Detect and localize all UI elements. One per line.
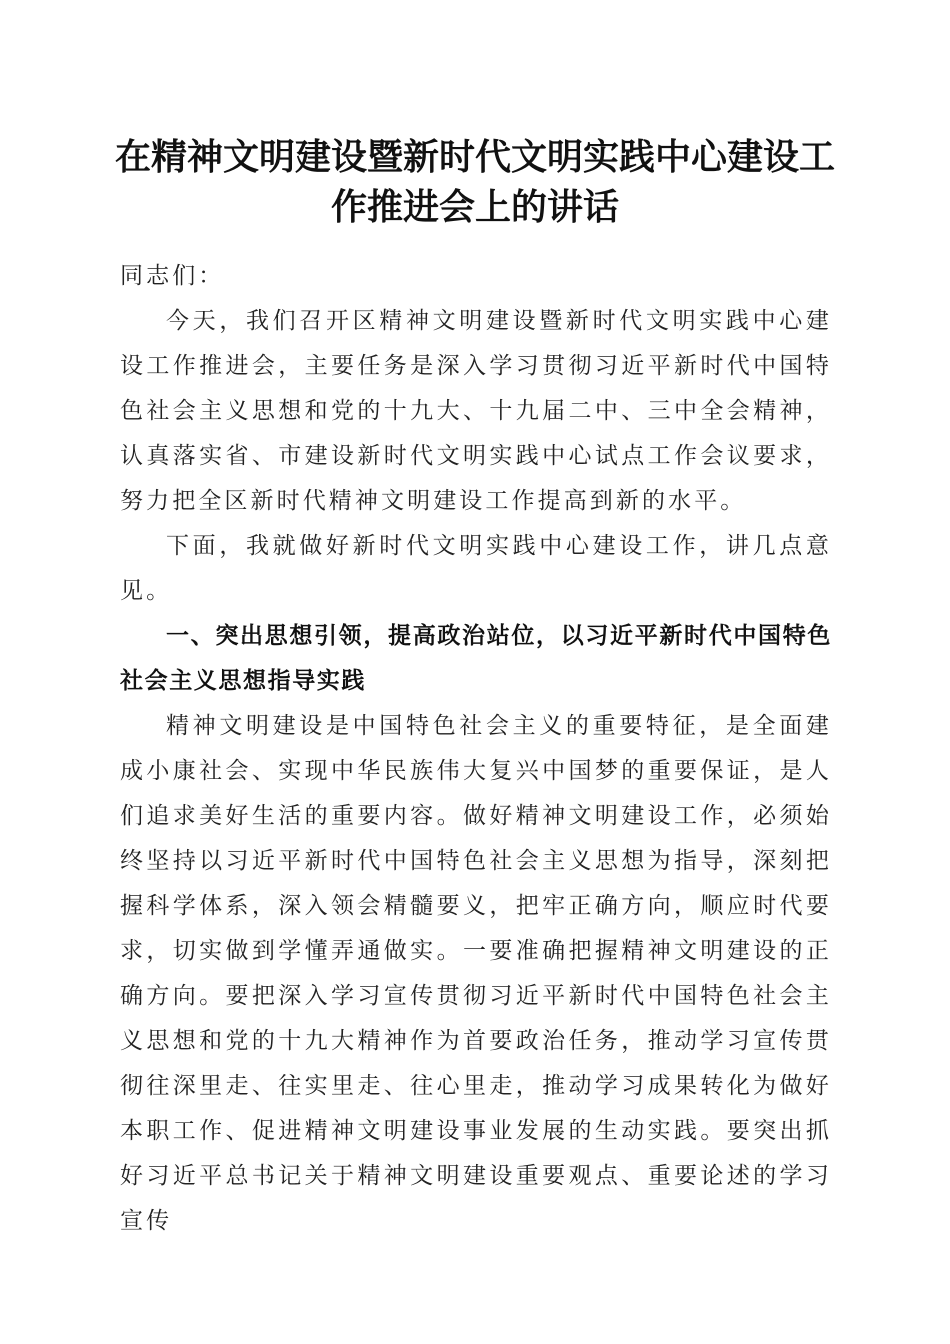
paragraph-outline: 下面，我就做好新时代文明实践中心建设工作，讲几点意见。 [120,533,832,604]
section-heading-1: 一、突出思想引领，提高政治站位，以习近平新时代中国特色社会主义思想指导实践 [120,623,832,694]
section-1-paragraph: 精神文明建设是中国特色社会主义的重要特征，是全面建成小康社会、实现中华民族伟大复兴中国梦的重要保证，是人们追求美好生活的重要内容。做好精神文明建设工作，必须始终坚持以习近平新时代中国特色社会主义思想为指导，深刻把握科学体系，深入领会精髓要义，把牢正确方向，顺应时代要求，切实做到学懂弄通做实。一要准确把握精神文明建设的正确方向。要把深入学习宣传贯彻习近平新时代中国特色社会主义思想和党的十九大精神作为首要政治任务，推动学习宣传贯彻往深里走、往实里走、往心里走，推动学习成果转化为做好本职工作、促进精神文明建设事业发展的生动实践。要突出抓好习近平总书记关于精神文明建设重要观点、重要论述的学习宣传 [120,713,832,1234]
document-body [120,250,832,1244]
title-line-2: 作推进会上的讲话 [330,186,619,228]
greeting: 同志们： [120,263,225,289]
document-title [100,132,850,232]
title-line-1: 在精神文明建设暨新时代文明实践中心建设工 [114,136,835,178]
paragraph-intro: 今天，我们召开区精神文明建设暨新时代文明实践中心建设工作推进会，主要任务是深入学习贯彻习近平新时代中国特色社会主义思想和党的十九大、十九届二中、三中全会精神，认真落实省、市建设新时代文明实践中心试点工作会议要求，努力把全区新时代精神文明建设工作提高到新的水平。 [120,308,832,514]
